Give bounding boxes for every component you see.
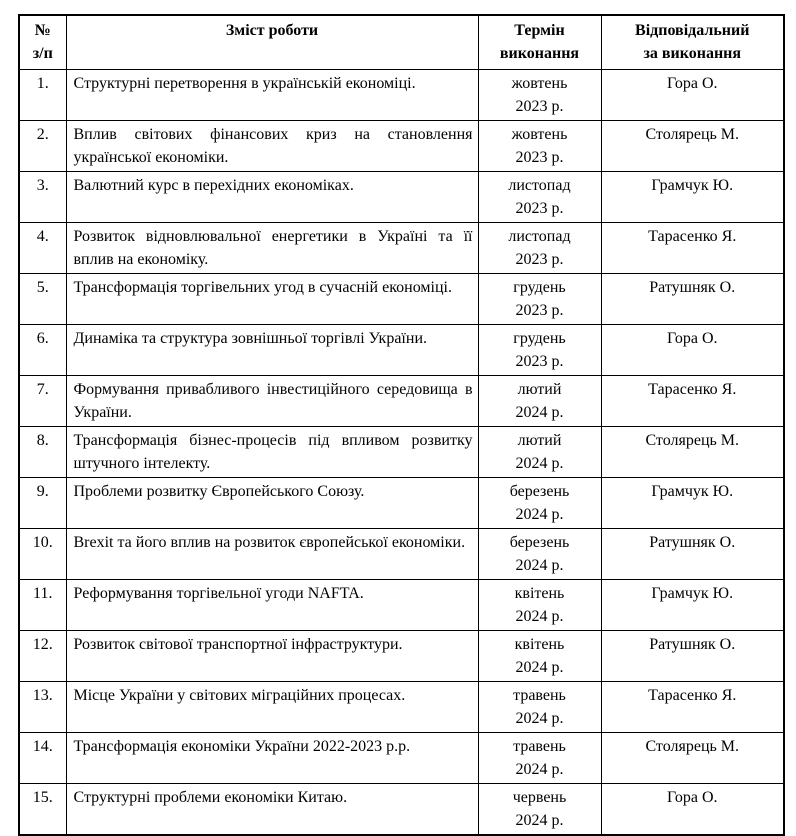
term-month: лютий [517, 431, 562, 449]
term-year: 2023 р. [515, 301, 564, 319]
row-number-cell: 3. [19, 171, 66, 222]
term-month: листопад [508, 227, 571, 245]
header-responsible [601, 15, 784, 69]
term-cell [478, 324, 601, 375]
header-num-line1: № [34, 22, 51, 39]
row-number-cell: 5. [19, 273, 66, 324]
work-content-cell: Трансформація бізнес-процесів під впливом розвитку штучного інтелекту. [66, 426, 478, 477]
work-content-cell: Структурні проблеми економіки Китаю. [66, 783, 478, 835]
responsible-cell: Ратушняк О. [601, 273, 784, 324]
row-number-cell: 15. [19, 783, 66, 835]
header-num-line2: з/п [32, 45, 53, 62]
term-cell [478, 477, 601, 528]
responsible-cell: Грамчук Ю. [601, 171, 784, 222]
term-year: 2024 р. [515, 760, 564, 778]
work-content-cell: Трансформація економіки України 2022-2023 р.р. [66, 732, 478, 783]
term-year: 2024 р. [515, 811, 564, 829]
term-cell [478, 426, 601, 477]
term-month: грудень [513, 329, 566, 347]
term-year: 2024 р. [515, 556, 564, 574]
row-number-cell: 7. [19, 375, 66, 426]
term-cell [478, 630, 601, 681]
table-row [19, 681, 784, 732]
header-responsible-line1: Відповідальний [635, 22, 750, 39]
term-cell [478, 273, 601, 324]
responsible-cell: Тарасенко Я. [601, 222, 784, 273]
header-term-line2: виконання [499, 45, 580, 62]
term-cell [478, 120, 601, 171]
term-month: лютий [517, 380, 562, 398]
responsible-cell: Тарасенко Я. [601, 375, 784, 426]
responsible-cell: Гора О. [601, 324, 784, 375]
table-row [19, 732, 784, 783]
term-month: грудень [513, 278, 566, 296]
work-content-cell: Проблеми розвитку Європейського Союзу. [66, 477, 478, 528]
term-month: жовтень [511, 74, 568, 92]
term-year: 2024 р. [515, 658, 564, 676]
term-cell [478, 528, 601, 579]
term-cell [478, 171, 601, 222]
term-year: 2023 р. [515, 148, 564, 166]
term-cell [478, 222, 601, 273]
responsible-cell: Ратушняк О. [601, 630, 784, 681]
responsible-cell: Столярець М. [601, 732, 784, 783]
table-row [19, 477, 784, 528]
table-row [19, 579, 784, 630]
work-content-cell: Валютний курс в перехідних економіках. [66, 171, 478, 222]
responsible-cell: Столярець М. [601, 426, 784, 477]
term-year: 2024 р. [515, 403, 564, 421]
work-content-cell: Реформування торгівельної угоди NAFTA. [66, 579, 478, 630]
work-content-cell: Формування привабливого інвестиційного середовища в України. [66, 375, 478, 426]
table-row [19, 375, 784, 426]
term-month: червень [512, 788, 567, 806]
table-row [19, 783, 784, 835]
table-row [19, 222, 784, 273]
row-number-cell: 6. [19, 324, 66, 375]
table-row [19, 630, 784, 681]
work-content-cell: Динаміка та структура зовнішньої торгівлі України. [66, 324, 478, 375]
term-cell [478, 579, 601, 630]
table-row [19, 426, 784, 477]
row-number-cell: 13. [19, 681, 66, 732]
term-year: 2023 р. [515, 250, 564, 268]
table-row [19, 273, 784, 324]
term-month: березень [509, 482, 570, 500]
work-content-cell: Розвиток світової транспортної інфраструктури. [66, 630, 478, 681]
term-year: 2024 р. [515, 505, 564, 523]
table-row [19, 528, 784, 579]
term-year: 2024 р. [515, 454, 564, 472]
responsible-cell: Гора О. [601, 69, 784, 120]
responsible-cell: Тарасенко Я. [601, 681, 784, 732]
responsible-cell: Гора О. [601, 783, 784, 835]
row-number-cell: 9. [19, 477, 66, 528]
term-year: 2024 р. [515, 607, 564, 625]
table-body [19, 69, 784, 835]
term-cell [478, 375, 601, 426]
term-cell [478, 732, 601, 783]
term-cell [478, 681, 601, 732]
responsible-cell: Столярець М. [601, 120, 784, 171]
work-content-cell: Вплив світових фінансових криз на становлення української економіки. [66, 120, 478, 171]
term-year: 2023 р. [515, 199, 564, 217]
responsible-cell: Грамчук Ю. [601, 579, 784, 630]
header-term-line1: Термін [514, 22, 565, 39]
table-row [19, 120, 784, 171]
term-month: березень [509, 533, 570, 551]
row-number-cell: 1. [19, 69, 66, 120]
term-month: травень [513, 686, 566, 704]
work-content-cell: Структурні перетворення в українській економіці. [66, 69, 478, 120]
header-row [19, 15, 784, 69]
row-number-cell: 12. [19, 630, 66, 681]
table-row [19, 69, 784, 120]
term-month: листопад [508, 176, 571, 194]
header-term [478, 15, 601, 69]
term-cell [478, 69, 601, 120]
header-responsible-line2: за виконання [643, 45, 742, 62]
row-number-cell: 4. [19, 222, 66, 273]
work-content-cell: Місце України у світових міграційних процесах. [66, 681, 478, 732]
header-num [19, 15, 66, 69]
table-header [19, 15, 784, 69]
row-number-cell: 14. [19, 732, 66, 783]
table-row [19, 324, 784, 375]
work-plan-table [18, 14, 785, 836]
row-number-cell: 8. [19, 426, 66, 477]
row-number-cell: 10. [19, 528, 66, 579]
table-row [19, 171, 784, 222]
term-month: квітень [514, 584, 565, 602]
term-year: 2023 р. [515, 97, 564, 115]
responsible-cell: Ратушняк О. [601, 528, 784, 579]
work-content-cell: Brexit та його вплив на розвиток європейської економіки. [66, 528, 478, 579]
work-content-cell: Розвиток відновлювальної енергетики в Україні та її вплив на економіку. [66, 222, 478, 273]
responsible-cell: Грамчук Ю. [601, 477, 784, 528]
term-month: жовтень [511, 125, 568, 143]
term-month: травень [513, 737, 566, 755]
term-cell [478, 783, 601, 835]
row-number-cell: 2. [19, 120, 66, 171]
header-content: Зміст роботи [66, 15, 478, 69]
work-content-cell: Трансформація торгівельних угод в сучасній економіці. [66, 273, 478, 324]
row-number-cell: 11. [19, 579, 66, 630]
term-year: 2024 р. [515, 709, 564, 727]
term-year: 2023 р. [515, 352, 564, 370]
term-month: квітень [514, 635, 565, 653]
